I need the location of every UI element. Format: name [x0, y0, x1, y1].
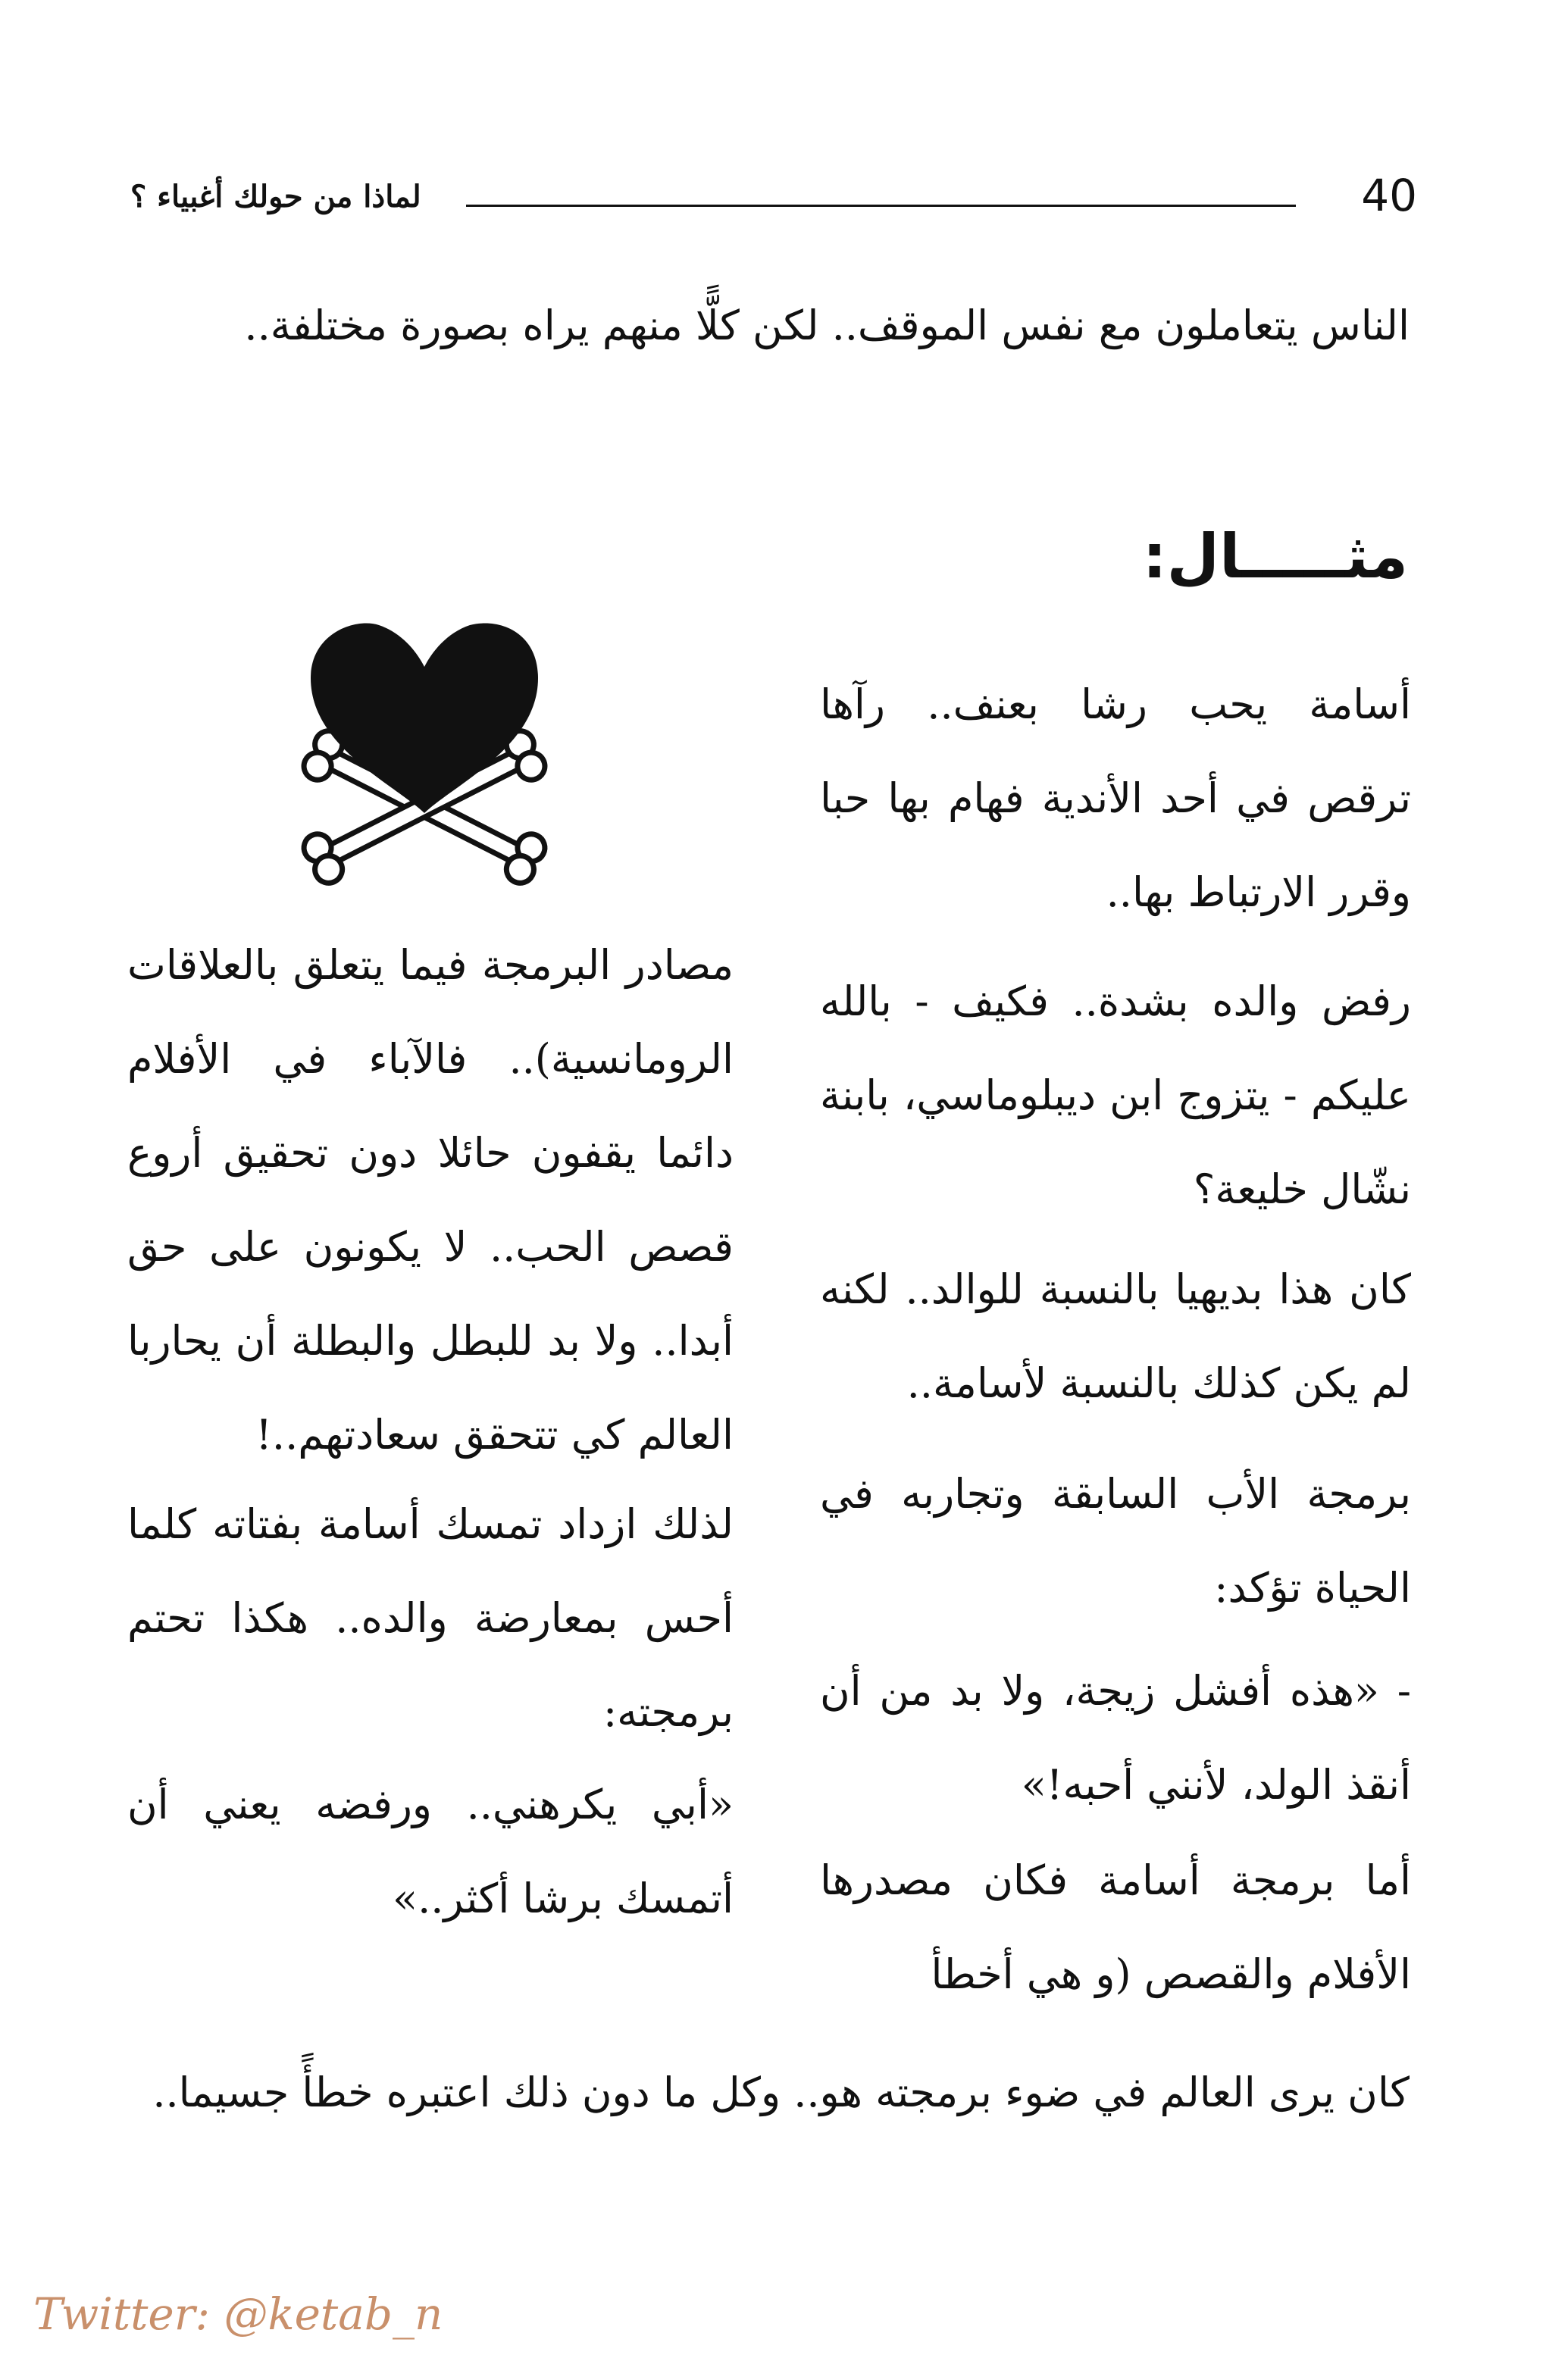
header-rule	[466, 205, 1296, 207]
paragraph-osama-programming: أما برمجة أسامة فكان مصدرها الأفلام والقصص (و هي أخطأ	[820, 1856, 1411, 1998]
heart-crossbones-icon	[280, 602, 568, 921]
paragraph-osama-loves: أسامة يحب رشا بعنف.. رآها ترقص في أحد الأندية فهام بها حبا وقرر الارتباط بها..	[820, 680, 1411, 916]
paragraph-obvious-to-father: كان هذا بديهيا بالنسبة للوالد.. لكنه لم يكن كذلك بالنسبة لأسامة..	[820, 1265, 1411, 1407]
page-number: 40	[1361, 170, 1417, 221]
running-head-title: لماذا من حولك أغبياء ؟	[130, 179, 421, 214]
paragraph-osama-quote: «أبي يكرهني.. ورفضه يعني أن أتمسك برشا أكثر..»	[127, 1781, 734, 1922]
page-header	[114, 170, 1417, 232]
closing-paragraph: كان يرى العالم في ضوء برمجته هو.. وكل ما دون ذلك اعتبره خطأً جسيما..	[152, 2069, 1410, 2116]
example-heading: مثـــــال:	[1142, 521, 1408, 592]
paragraph-romance-sources: مصادر البرمجة فيما يتعلق بالعلاقات الرومانسية).. فالآباء في الأفلام دائما يقفون حائلا دون تحقيق أروع قصص الحب.. لا يكونون على حق أبدا.. ولا بد للبطل والبطلة أن يحاربا العالم كي تتحقق سعادتهم..!	[127, 941, 734, 1459]
paragraph-father-programming: برمجة الأب السابقة وتجاربه في الحياة تؤكد:	[820, 1470, 1411, 1612]
paragraph-father-refused: رفض والده بشدة.. فكيف - بالله عليكم - يتزوج ابن ديبلوماسي، بابنة نشّال خليعة؟	[820, 977, 1411, 1213]
twitter-watermark: Twitter: @ketab_n	[33, 2288, 443, 2340]
intro-paragraph: الناس يتعاملون مع نفس الموقف.. لكن كلًّا منهم يراه بصورة مختلفة..	[244, 302, 1410, 349]
paragraph-osama-holds-on: لذلك ازداد تمسك أسامة بفتاته كلما أحس بمعارضة والده.. هكذا تحتم برمجته:	[127, 1500, 734, 1736]
paragraph-father-quote: - «هذه أفشل زيجة، ولا بد من أن أنقذ الولد، لأنني أحبه!»	[820, 1667, 1411, 1809]
